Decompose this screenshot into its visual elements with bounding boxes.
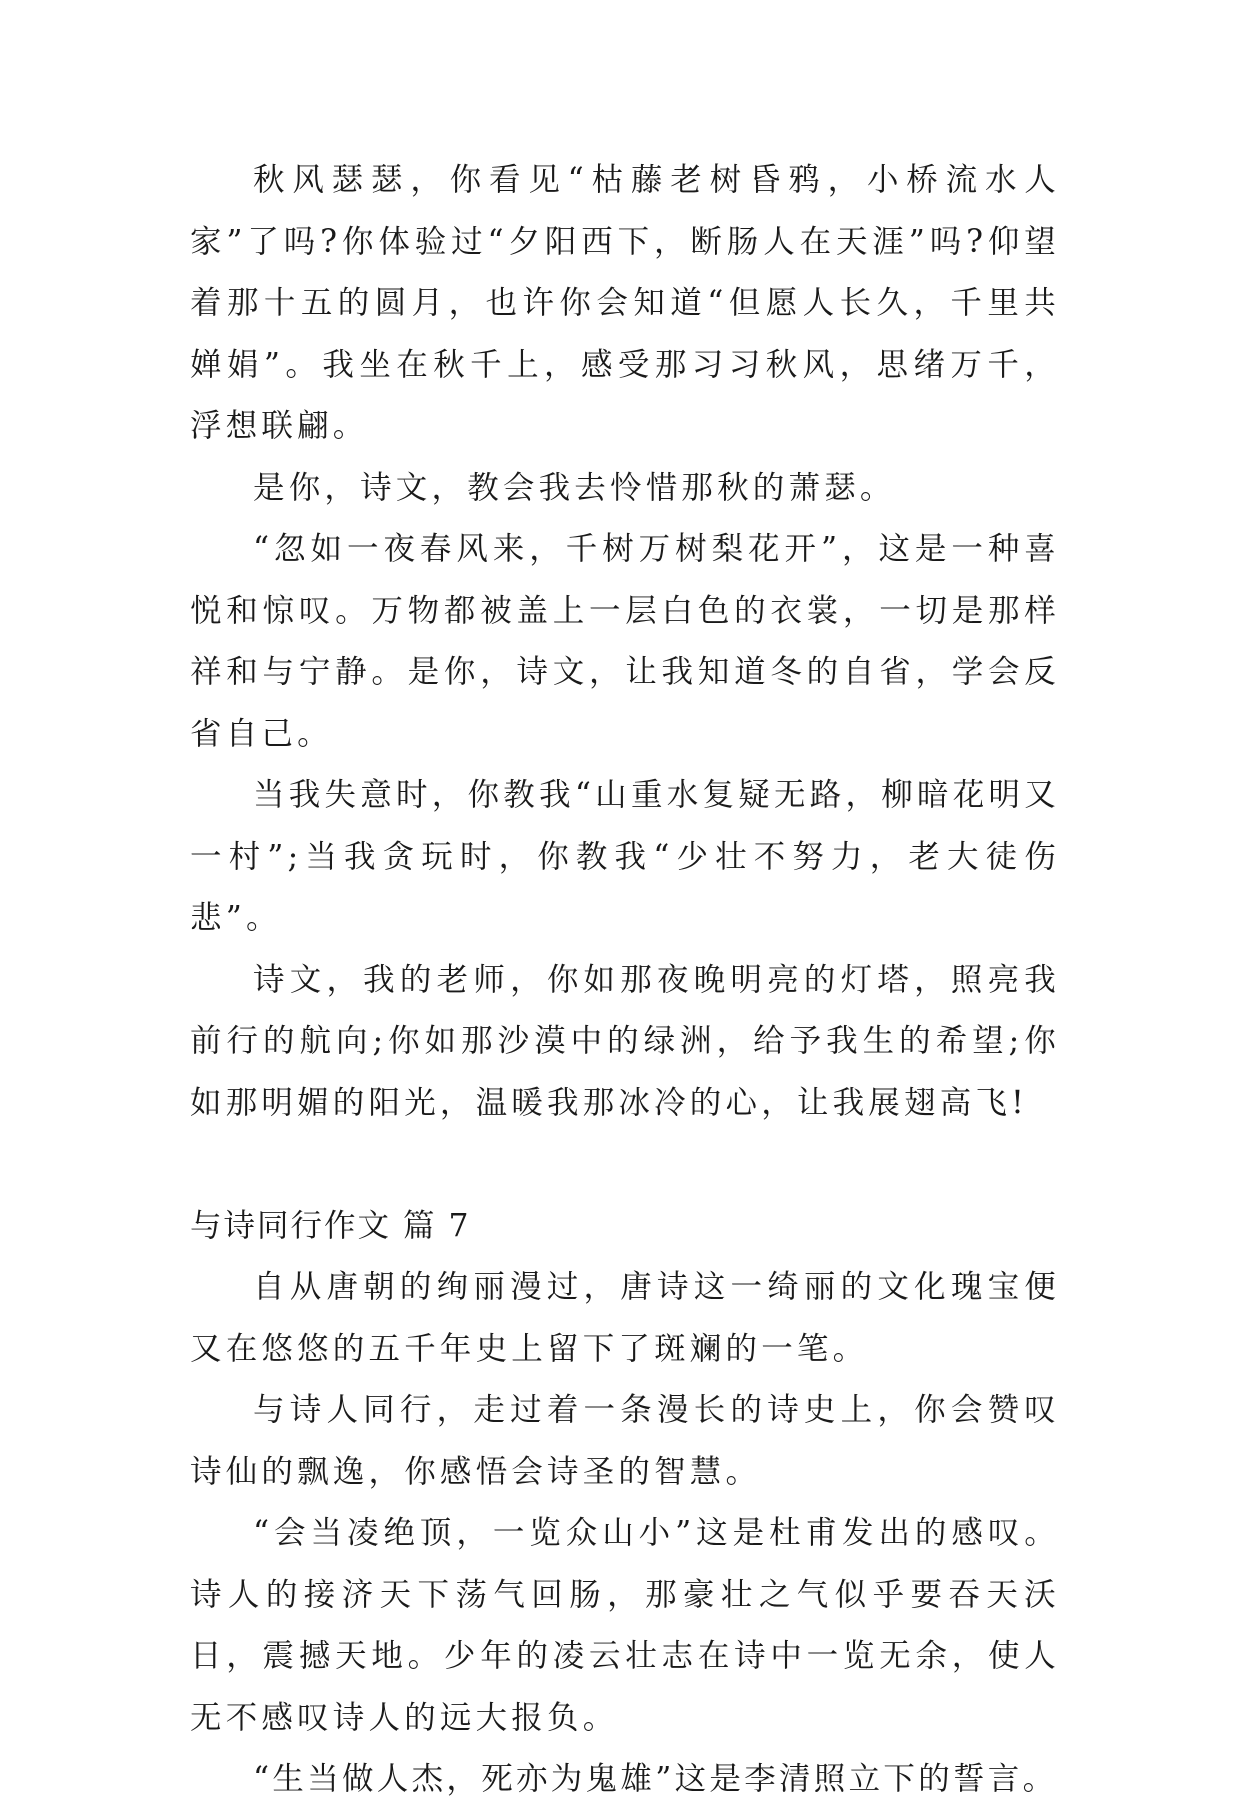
paragraph: “忽如一夜春风来，千树万树梨花开”，这是一种喜悦和惊叹。万物都被盖上一层白色的衣裳，一切是那样祥和与宁静。是你，诗文，让我知道冬的自省，学会反省自己。 xyxy=(190,531,1060,752)
section-gap xyxy=(190,1134,1060,1196)
paragraph: 自从唐朝的绚丽漫过，唐诗这一绮丽的文化瑰宝便又在悠悠的五千年史上留下了斑斓的一笔。 xyxy=(190,1269,1060,1367)
paragraph: 与诗人同行，走过着一条漫长的诗史上，你会赞叹诗仙的飘逸，你感悟会诗圣的智慧。 xyxy=(190,1392,1060,1490)
document-body xyxy=(190,150,1060,1811)
section-heading: 与诗同行作文 篇 7 xyxy=(190,1207,471,1244)
paragraph: “生当做人杰，死亦为鬼雄”这是李清照立下的誓言。 xyxy=(253,1761,1058,1797)
paragraph: 是你，诗文，教会我去怜惜那秋的萧瑟。 xyxy=(253,469,896,506)
paragraph: 秋风瑟瑟，你看见“枯藤老树昏鸦，小桥流水人家”了吗?你体验过“夕阳西下，断肠人在天涯”吗?仰望着那十五的圆月，也许你会知道“但愿人长久，千里共婵娟”。我坐在秋千上，感受那习习秋风，思绪万千，浮想联翩。 xyxy=(190,162,1060,444)
paragraph: 当我失意时，你教我“山重水复疑无路，柳暗花明又一村”;当我贪玩时，你教我“少壮不努力，老大徒伤悲”。 xyxy=(190,777,1060,936)
paragraph: 诗文，我的老师，你如那夜晚明亮的灯塔，照亮我前行的航向;你如那沙漠中的绿洲，给予我生的希望;你如那明媚的阳光，温暖我那冰冷的心，让我展翅高飞! xyxy=(190,961,1060,1121)
paragraph: “会当凌绝顶，一览众山小”这是杜甫发出的感叹。诗人的接济天下荡气回肠，那豪壮之气似乎要吞天沃日，震撼天地。少年的凌云壮志在诗中一览无余，使人无不感叹诗人的远大报负。 xyxy=(190,1515,1060,1736)
